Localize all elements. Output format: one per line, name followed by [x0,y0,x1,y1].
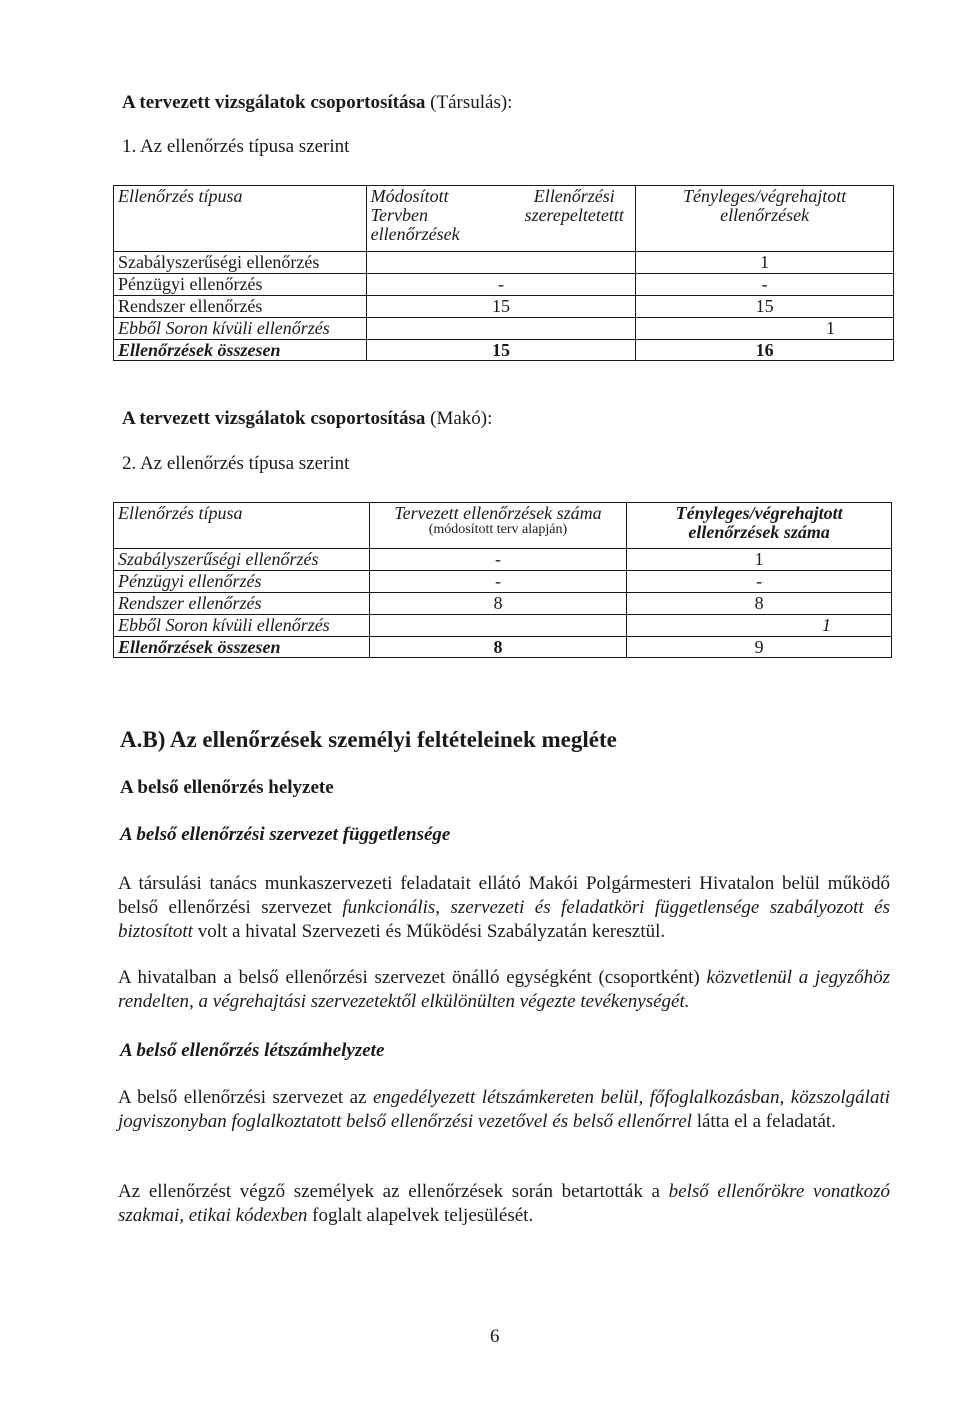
table-row [114,549,892,571]
table-header-planned-note: (módosított terv alapján) [428,521,568,537]
table-cell-actual: 15 [636,295,894,317]
heading-tarsulas-suffix: (Társulás): [430,92,513,113]
table-cell-actual: 1 [636,317,894,339]
table-cell-plan [366,252,636,274]
heading-tarsulas-text: A tervezett vizsgálatok csoportosítása [122,92,426,113]
table-cell-label: Szabályszerűségi ellenőrzés [114,252,367,274]
paragraph-staffing [118,1086,890,1134]
section-title: A.B) Az ellenőrzések személyi feltételeinek megléte [120,727,617,752]
table-cell-actual: 1 [627,549,892,571]
table-tarsulas [113,185,894,361]
table-cell-label: Rendszer ellenőrzés [114,295,367,317]
table-cell-label: Rendszer ellenőrzés [114,592,370,614]
paragraph-ethics-text-1: Az ellenőrzést végző személyek az ellenőrzések során betartották a [118,1181,669,1202]
table-header-actual: Tényleges/végrehajtott ellenőrzések [636,186,894,252]
table-cell-plan: - [369,549,627,571]
heading-mako-suffix: (Makó): [430,408,493,429]
table-cell-plan [366,317,636,339]
table-row [114,273,894,295]
paragraph-ethics [118,1180,890,1228]
table-cell-actual: - [627,570,892,592]
table-header-planned-text: Tervezett ellenőrzések száma [394,503,602,523]
table-header-row [114,186,894,252]
italic-heading-staffing: A belső ellenőrzés létszámhelyzete [120,1040,385,1061]
table-cell-actual: 16 [636,339,894,361]
table-header-row [114,503,892,549]
table-cell-label: Ebből Soron kívüli ellenőrzés [114,614,370,636]
table-cell-plan: 15 [366,339,636,361]
paragraph-independence [118,872,890,944]
table-cell-plan: 8 [369,592,627,614]
paragraph-organization-text-2: közvetlenül a jegyzőhöz rendelten, a végrehajtási szervezetektől elkülönülten végezte tevékenységét. [118,967,890,1012]
table-header-type: Ellenőrzés típusa [114,503,370,549]
paragraph-staffing-text-2: engedélyezett létszámkereten belül, főfoglalkozásban, közszolgálati jogviszonyban foglalkoztatott belső ellenőrzési vezetővel és belső ellenőrrel [118,1087,890,1132]
page-number: 6 [490,1326,500,1347]
table-header-planned [369,503,627,549]
section-subheading: A belső ellenőrzés helyzete [120,777,334,798]
table-row [114,592,892,614]
paragraph-organization [118,966,890,1014]
table-cell-label: Ellenőrzések összesen [114,339,367,361]
heading-mako-text: A tervezett vizsgálatok csoportosítása [122,408,426,429]
table-header-planned-b: Ellenőrzési szerepeltetettt [524,186,624,225]
paragraph-independence-text-3: volt a hivatal Szervezeti és Működési Szabályzatán keresztül. [192,921,666,942]
table-header-actual: Tényleges/végrehajtott ellenőrzések száma [627,503,892,549]
table-cell-plan: 8 [369,636,627,658]
paragraph-independence-text-2: funkcionális, szervezeti és feladatköri függetlensége szabályozott és biztosított [118,897,891,942]
table-row [114,252,894,274]
table-row [114,295,894,317]
table-cell-plan: - [369,570,627,592]
heading-mako [122,408,492,430]
table-mako [113,502,892,658]
table-row-total [114,636,892,658]
table-cell-actual: 1 [627,614,892,636]
table-cell-actual: 1 [636,252,894,274]
table-header-planned-a: Módosított Tervben ellenőrzések [370,186,460,244]
table-cell-label: Pénzügyi ellenőrzés [114,273,367,295]
paragraph-staffing-text-1: A belső ellenőrzési szervezet az [118,1087,373,1108]
table-cell-label: Pénzügyi ellenőrzés [114,570,370,592]
paragraph-ethics-text-2: belső ellenőrökre vonatkozó szakmai, etikai kódexben [118,1181,890,1226]
table-cell-plan [369,614,627,636]
table-row [114,317,894,339]
table-row [114,570,892,592]
table-cell-actual: 8 [627,592,892,614]
table-header-planned [366,186,636,252]
table-cell-label: Ebből Soron kívüli ellenőrzés [114,317,367,339]
table-cell-actual: 9 [627,636,892,658]
italic-heading-independence: A belső ellenőrzési szervezet függetlensége [120,824,451,845]
subheading-1: 1. Az ellenőrzés típusa szerint [122,136,350,157]
subheading-2: 2. Az ellenőrzés típusa szerint [122,453,350,474]
table-cell-actual: - [636,273,894,295]
table-cell-label: Ellenőrzések összesen [114,636,370,658]
table-cell-plan: - [366,273,636,295]
table-header-type: Ellenőrzés típusa [114,186,367,252]
paragraph-staffing-text-3: látta el a feladatát. [691,1111,836,1132]
heading-tarsulas [122,92,512,114]
paragraph-ethics-text-3: foglalt alapelvek teljesülését. [307,1205,534,1226]
table-cell-label: Szabályszerűségi ellenőrzés [114,549,370,571]
table-row [114,614,892,636]
paragraph-organization-text-1: A hivatalban a belső ellenőrzési szervezet önálló egységként (csoportként) [118,967,707,988]
table-row-total [114,339,894,361]
paragraph-independence-text-1: A társulási tanács munkaszervezeti feladatait ellátó Makói Polgármesteri Hivatalon belül működő belső ellenőrzési szervezet [118,873,890,918]
table-cell-plan: 15 [366,295,636,317]
